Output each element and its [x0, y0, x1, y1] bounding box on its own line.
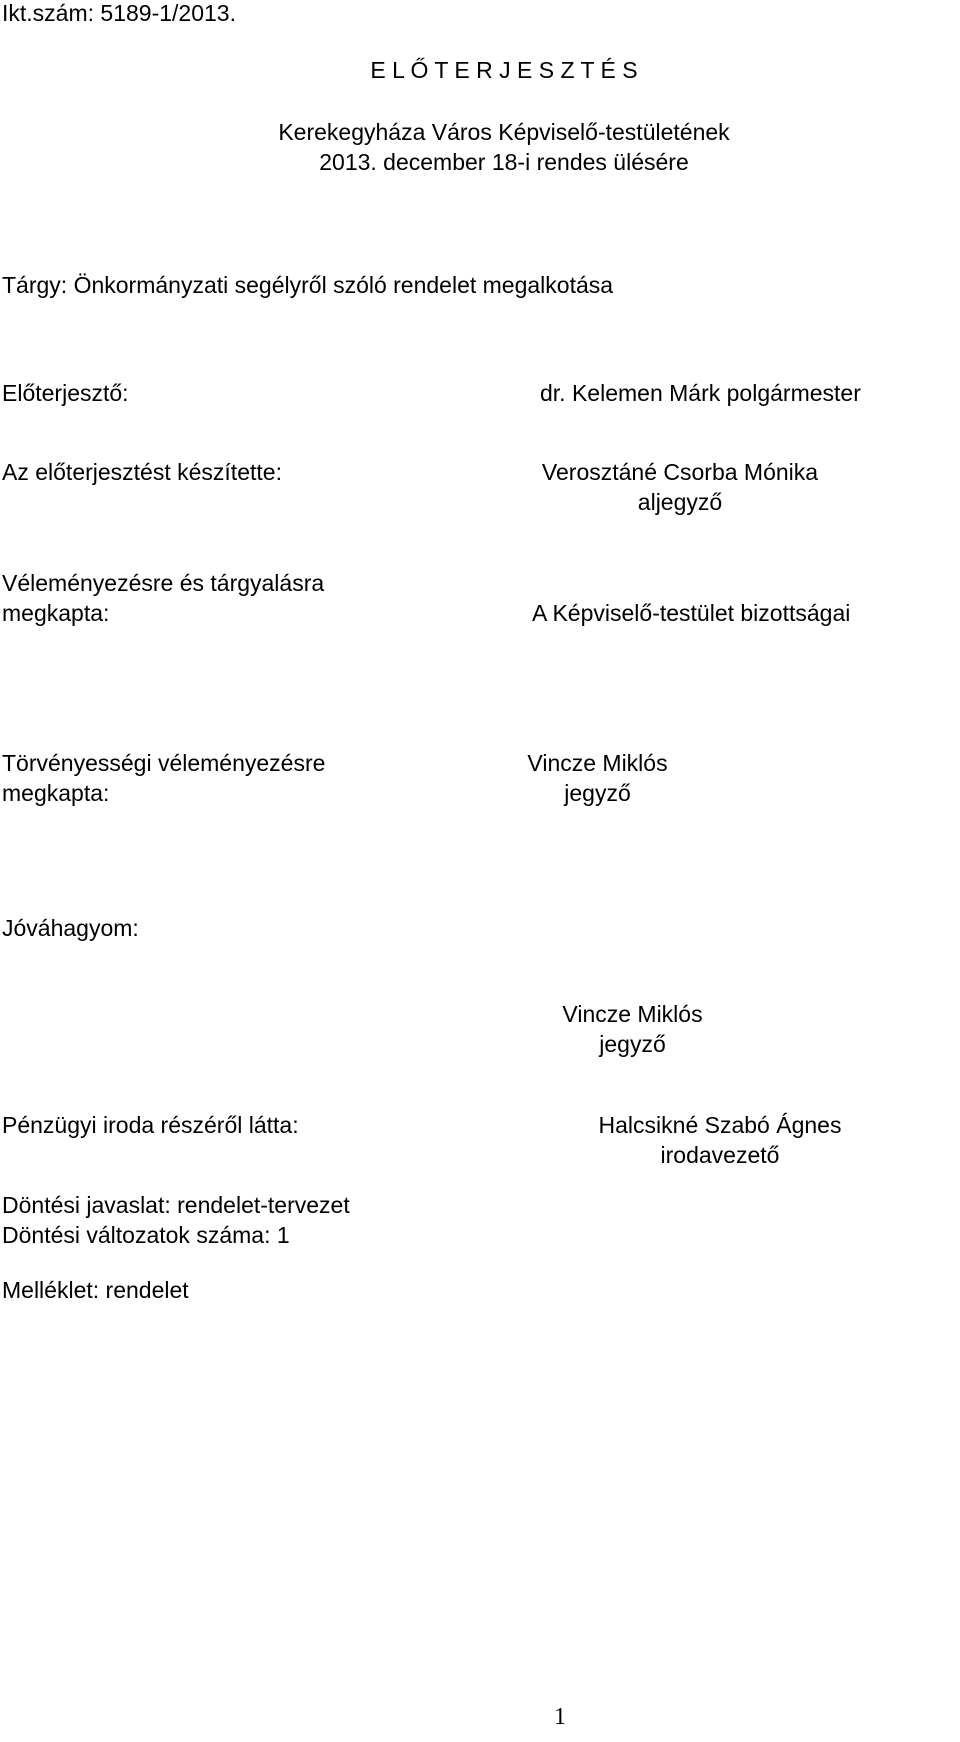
approval-label: Jóváhagyom: — [2, 915, 139, 941]
presenter-value: dr. Kelemen Márk polgármester — [540, 380, 861, 406]
finance-label: Pénzügyi iroda részéről látta: — [2, 1112, 299, 1138]
review-label-line-1: Véleményezésre és tárgyalásra — [2, 570, 325, 596]
document-heading: E L Ő T E R J E S Z T É S — [370, 57, 638, 83]
review-label-line-2: megkapta: — [2, 600, 110, 626]
decision-variants: Döntési változatok száma: 1 — [2, 1222, 290, 1248]
legal-review-label-line-1: Törvényességi véleményezésre — [2, 750, 326, 776]
finance-signer-title: irodavezető — [660, 1142, 780, 1168]
finance-signer-name: Halcsikné Szabó Ágnes — [598, 1112, 842, 1138]
legal-reviewer-name: Vincze Miklós — [527, 750, 668, 776]
page-number: 1 — [554, 1704, 566, 1730]
legal-reviewer-title: jegyző — [564, 780, 631, 806]
approver-title: jegyző — [599, 1031, 666, 1057]
title-line-2: 2013. december 18-i rendes ülésére — [319, 149, 689, 175]
approver-name: Vincze Miklós — [562, 1001, 703, 1027]
prepared-by-title: aljegyző — [637, 489, 723, 515]
reference-number: Ikt.szám: 5189-1/2013. — [2, 0, 236, 26]
legal-review-label-line-2: megkapta: — [2, 780, 110, 806]
prepared-by-name: Verosztáné Csorba Mónika — [541, 459, 819, 485]
prepared-by-label: Az előterjesztést készítette: — [2, 459, 282, 485]
presenter-label: Előterjesztő: — [2, 380, 129, 406]
subject-line: Tárgy: Önkormányzati segélyről szóló rendelet megalkotása — [2, 272, 614, 298]
review-value: A Képviselő-testület bizottságai — [532, 600, 851, 626]
title-line-1: Kerekegyháza Város Képviselő-testületének — [278, 119, 730, 145]
decision-proposal: Döntési javaslat: rendelet-tervezet — [2, 1192, 350, 1218]
attachment-line: Melléklet: rendelet — [2, 1277, 189, 1303]
